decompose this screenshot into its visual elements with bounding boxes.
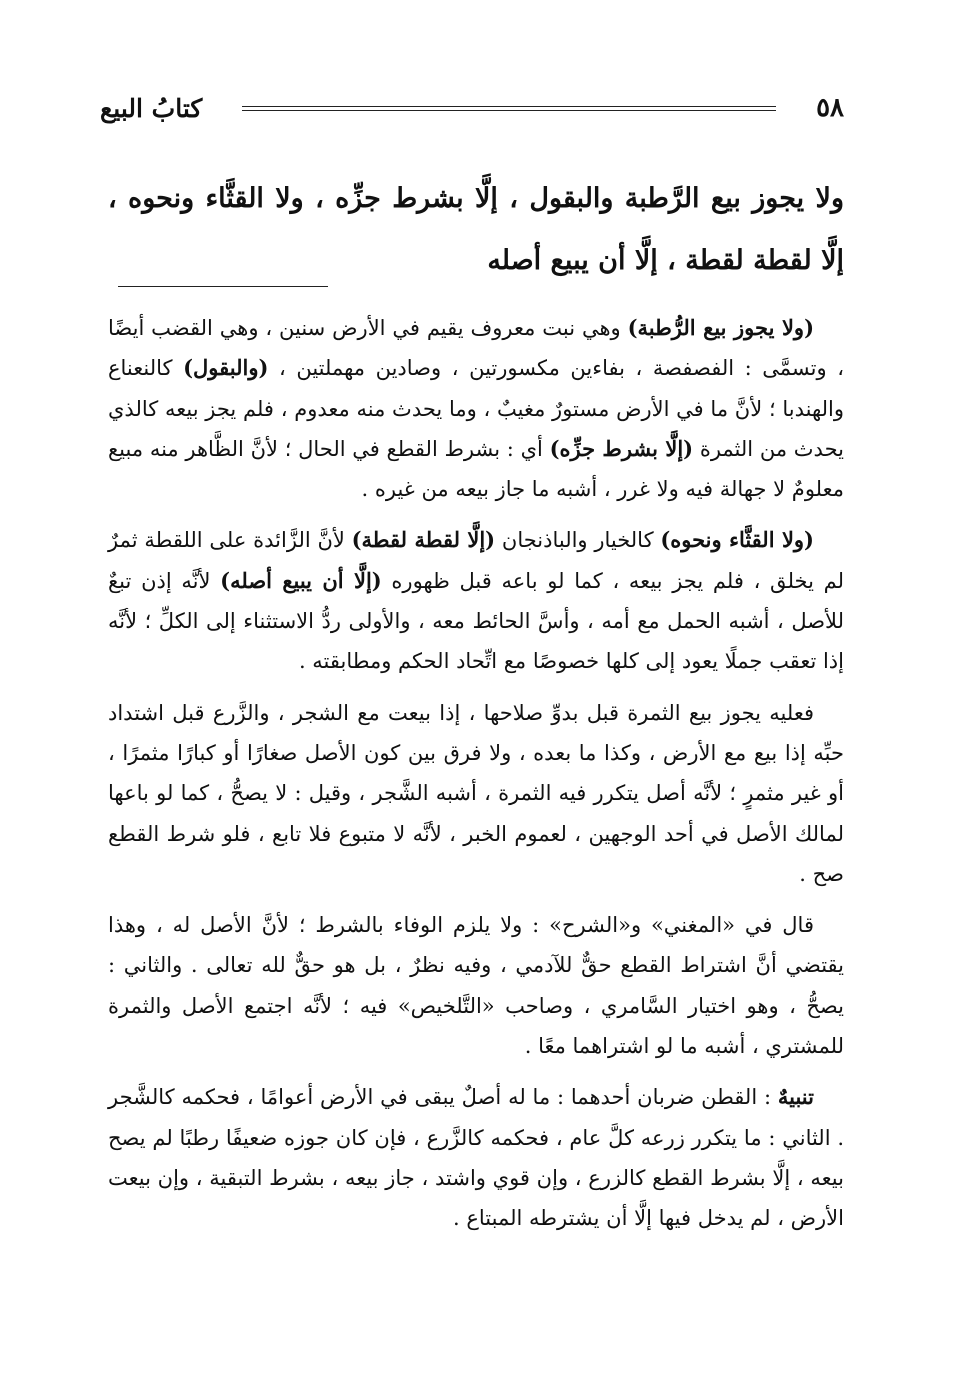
matn-separator-rule — [118, 286, 328, 287]
matn-quote: (إلَّا لقطة لقطة) — [351, 527, 496, 553]
commentary-paragraph: فعليه يجوز بيع الثمرة قبل بدوِّ صلاحها ، إذا بيعت مع الشجر ، والزَّرع قبل اشتداد حبِّه إذا بيع مع الأرض ، وكذا ما بعده ، ولا فرق بين كون الأصل صغارًا أو كبارًا مثمرًا ، أو غير مثمرٍ ؛ لأنَّه أصل يتكرر فيه الثمرة ، أشبه الشَّجر ، وقيل : لا يصحُّ ، كما لو باعها لمالك الأصل في أحد الوجهين ، لعموم الخبر ، لأنَّه لا متبوع فلا تابع ، فلو شرط القطع صح . — [108, 700, 844, 886]
commentary-text: كالخيار والباذنجان — [495, 528, 661, 553]
commentary-paragraph — [108, 1077, 844, 1238]
page-number: ٥٨ — [816, 93, 844, 123]
commentary-text: لأنَّه إذن تبعٌ للأصل ، أشبه الحمل مع أمه ، وأسَّ الحائط معه ، والأولى ردُّ الاستثناء إلى الكلِّ ؛ لأنَّه إذا تعقب جملًا يعود إلى كلها خصوصًا مع اتِّحاد الحكم ومطابقته . — [108, 568, 844, 674]
matn-quote: (والبقول) — [183, 355, 269, 381]
commentary-text: : القطن ضربان أحدهما : ما له أصلٌ يبقى في الأرض أعوامًا ، فحكمه كالشَّجر . الثاني : ما يتكرر زرعه كلَّ عام ، فحكمه كالزَّرع ، فإن كان جوزه ضعيفًا رطبًا لم يصح بيعه ، إلَّا بشرط القطع كالزرع ، وإن قوي واشتد ، جاز بيعه ، بشرط التبقية ، وإن بيعت الأرض ، لم يدخل فيها إلَّا أن يشترطه المبتاع . — [108, 1085, 844, 1231]
commentary-paragraph: قال في «المغني» و«الشرح» : ولا يلزم الوفاء بالشرط ؛ لأنَّ الأصل له ، وهذا يقتضي أنَّ اشتراط القطع حقٌّ للآدمي ، وفيه نظرٌ ، بل هو حقٌّ لله تعالى . والثاني : يصحُّ ، وهو اختيار السَّامري ، وصاحب «التَّلخيص» فيه ؛ لأنَّه اجتمع الأصل والثمرة للمشتري ، أشبه ما لو اشتراهما معًا . — [108, 913, 844, 1059]
note-label: تنبيهٌ — [777, 1084, 814, 1110]
commentary-paragraph — [108, 520, 844, 681]
commentary-body — [108, 308, 844, 1250]
matn-quote: (إلَّا بشرط جزِّه) — [549, 435, 694, 461]
matn-text: ولا يجوز بيع الرَّطبة والبقول ، إلَّا بشرط جزِّه ، ولا القثَّاء ونحوه ، إلَّا لقطة لقطة ، إلَّا أن يبيع أصله — [108, 183, 844, 276]
book-title: كتابُ البيع — [100, 93, 203, 123]
commentary-text: أي : بشرط القطع في الحال ؛ لأنَّ الظَّاهر منه مبيع معلومٌ لا جهالة فيه ولا غرر ، أشبه ما جاز بيعه من غيره . — [108, 436, 844, 502]
matn-quote: (ولا القثَّاء ونحوه) — [660, 527, 814, 553]
commentary-paragraph — [108, 308, 844, 509]
commentary-text: لأنَّ الزَّائدة على اللقطة ثمرٌ لم يخلق ، فلم يجز بيعه ، كما لو باعه قبل ظهوره — [108, 528, 844, 593]
matn-quote: (ولا يجوز بيع الرُّطبة) — [627, 315, 814, 340]
running-header — [100, 88, 844, 128]
commentary-text: كالنعناع والهندبا ؛ لأنَّ ما في الأرض مستورٌ مغيبٌ ، وما يحدث منه معدوم ، فلم يجز بيعه كالذي يحدث من الثمرة — [108, 356, 844, 461]
header-rule — [242, 106, 776, 111]
matn-quote: (إلَّا أن يبيع أصله) — [220, 567, 382, 593]
commentary-text: وهي نبت معروف يقيم في الأرض سنين ، وهي القضب أيضًا ، وتسمَّى : الفصفصة ، بفاءين مكسورتين ، وصادين مهملتين ، — [108, 316, 844, 381]
